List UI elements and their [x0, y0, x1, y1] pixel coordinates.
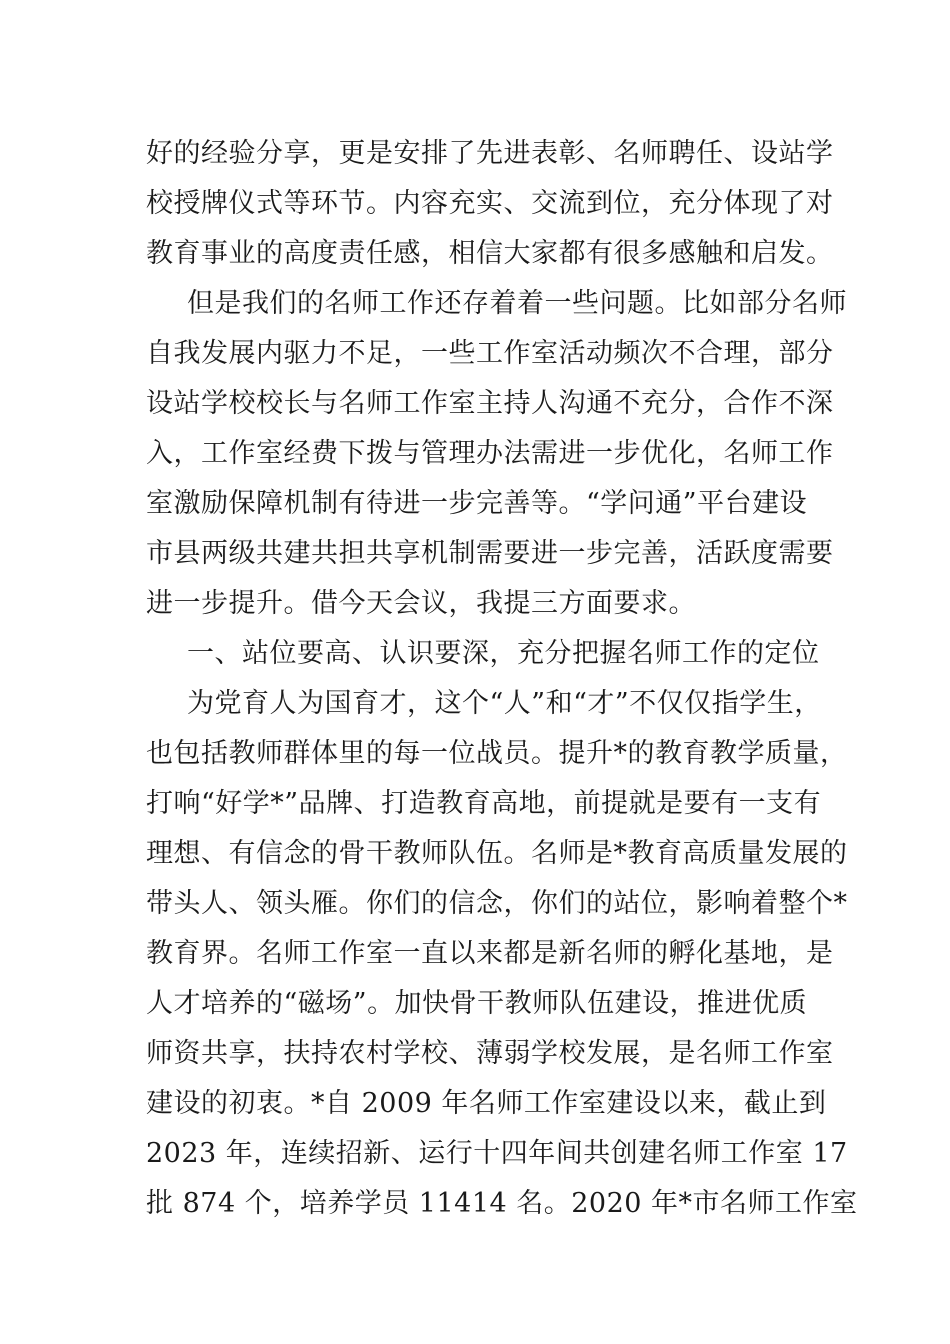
paragraph-line: 也包括教师群体里的每一位战员。提升*的教育教学质量，: [146, 738, 848, 769]
section-heading: 一、站位要高、认识要深，充分把握名师工作的定位: [187, 638, 820, 669]
paragraph-line: 2023 年，连续招新、运行十四年间共创建名师工作室 17: [146, 1138, 848, 1169]
paragraph-line: 带头人、领头雁。你们的信念，你们的站位，影响着整个*: [146, 888, 848, 919]
paragraph-line: 好的经验分享，更是安排了先进表彰、名师聘任、设站学: [146, 138, 834, 169]
paragraph-line: 为党育人为国育才，这个“人”和“才”不仅仅指学生，: [187, 688, 822, 719]
paragraph-line: 教育事业的高度责任感，相信大家都有很多感触和启发。: [146, 238, 834, 269]
paragraph-line: 理想、有信念的骨干教师队伍。名师是*教育高质量发展的: [146, 838, 848, 869]
paragraph-line: 入，工作室经费下拨与管理办法需进一步优化，名师工作: [146, 438, 834, 469]
paragraph-line: 自我发展内驱力不足，一些工作室活动频次不合理，部分: [146, 338, 834, 369]
paragraph-line: 进一步提升。借今天会议，我提三方面要求。: [146, 588, 696, 619]
paragraph-line: 但是我们的名师工作还存着着一些问题。比如部分名师: [187, 288, 847, 319]
paragraph-line: 打响“好学*”品牌、打造教育高地，前提就是要有一支有: [146, 788, 822, 819]
paragraph-line: 批 874 个，培养学员 11414 名。2020 年*市名师工作室: [146, 1188, 858, 1219]
paragraph-line: 建设的初衷。*自 2009 年名师工作室建设以来，截止到: [146, 1088, 827, 1119]
paragraph-line: 师资共享，扶持农村学校、薄弱学校发展，是名师工作室: [146, 1038, 834, 1069]
paragraph-line: 设站学校校长与名师工作室主持人沟通不充分，合作不深: [146, 388, 834, 419]
paragraph-line: 校授牌仪式等环节。内容充实、交流到位，充分体现了对: [146, 188, 834, 219]
paragraph-line: 市县两级共建共担共享机制需要进一步完善，活跃度需要: [146, 538, 834, 569]
paragraph-line: 人才培养的“磁场”。加快骨干教师队伍建设，推进优质: [146, 988, 808, 1019]
paragraph-line: 教育界。名师工作室一直以来都是新名师的孵化基地，是: [146, 938, 834, 969]
paragraph-line: 室激励保障机制有待进一步完善等。“学问通”平台建设: [146, 488, 808, 519]
